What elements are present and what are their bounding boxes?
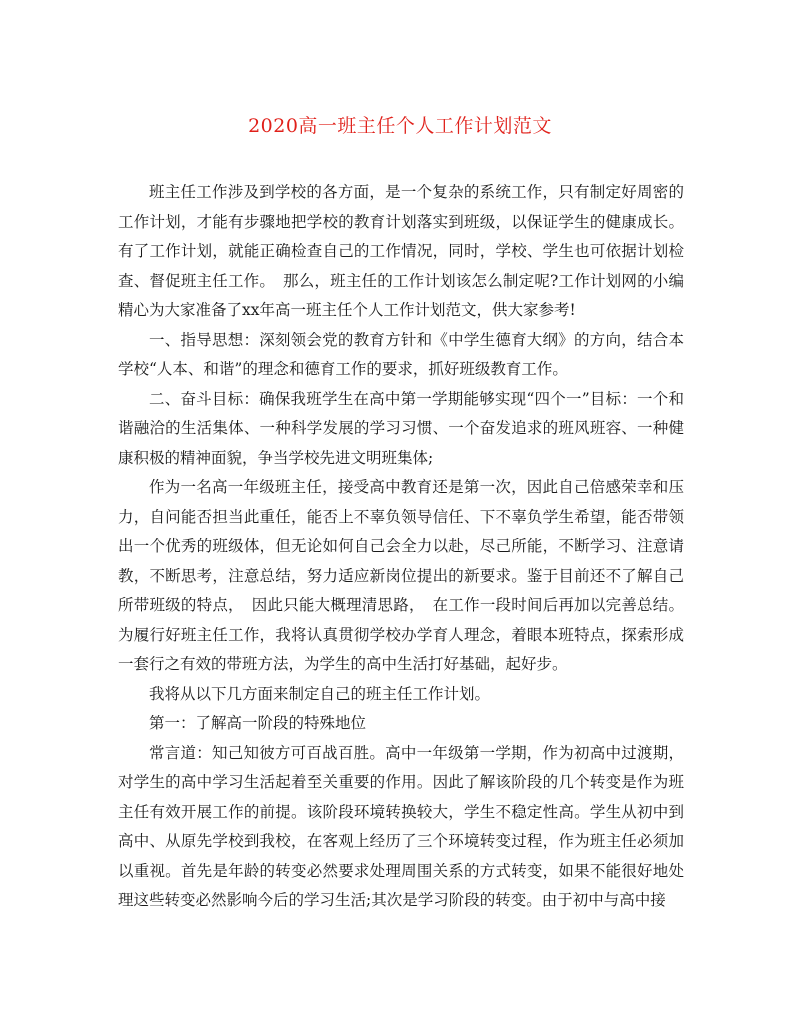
document-body bbox=[118, 178, 684, 916]
paragraph-plan-intro: 我将从以下几方面来制定自己的班主任工作计划。 bbox=[149, 684, 491, 703]
paragraph-intro: 班主任工作涉及到学校的各方面，是一个复杂的系统工作，只有制定好周密的工作计划，才能有步骤地把学校的教育计划落实到班级，以保证学生的健康成长。有了工作计划，就能正确检查自己的工作情况，同时，学校、学生也可依据计划检查、督促班主任工作。 那么，班主任的工作计划该怎么制定呢?工作计划网的小编精心为大家准备了xx年高一班主任个人工作计划范文，供大家参考! bbox=[118, 183, 684, 319]
paragraph-section-one-heading: 第一：了解高一阶段的特殊地位 bbox=[149, 714, 367, 732]
paragraph-goals: 二、奋斗目标：确保我班学生在高中第一学期能够实现“四个一”目标：一个和谐融洽的生活集体、一种科学发展的学习习惯、一个奋发追求的班风班容、一种健康积极的精神面貌，争当学校先进文明班集体; bbox=[118, 389, 684, 467]
paragraph-section-one-body: 常言道：知己知彼方可百战百胜。高中一年级第一学期，作为初高中过渡期，对学生的高中学习生活起着至关重要的作用。因此了解该阶段的几个转变是作为班主任有效开展工作的前提。该阶段环境转换较大，学生不稳定性高。学生从初中到高中、从原先学校到我校，在客观上经历了三个环境转变过程，作为班主任必须加以重视。首先是年龄的转变必然要求处理周围关系的方式转变，如果不能很好地处理这些转变必然影响今后的学习生活;其次是学习阶段的转变。由于初中与高中接 bbox=[118, 743, 684, 909]
document-title: 2020高一班主任个人工作计划范文 bbox=[248, 115, 552, 137]
paragraph-guiding-thought: 一、指导思想：深刻领会党的教育方针和《中学生德育大纲》的方向，结合本学校“人本、和谐”的理念和德育工作的要求，抓好班级教育工作。 bbox=[118, 330, 684, 378]
paragraph-reflection: 作为一名高一年级班主任，接受高中教育还是第一次，因此自己倍感荣幸和压力，自问能否担当此重任，能否上不辜负领导信任、下不辜负学生希望，能否带领出一个优秀的班级体，但无论如何自己会全力以赴，尽己所能，不断学习、注意请教，不断思考，注意总结，努力适应新岗位提出的新要求。鉴于目前还不了解自己所带班级的特点， 因此只能大概理清思路， 在工作一段时间后再加以完善总结。为履行好班主任工作，我将认真贯彻学校办学育人理念，着眼本班特点，探索形成一套行之有效的带班方法，为学生的高中生活打好基础，起好步。 bbox=[118, 478, 684, 673]
